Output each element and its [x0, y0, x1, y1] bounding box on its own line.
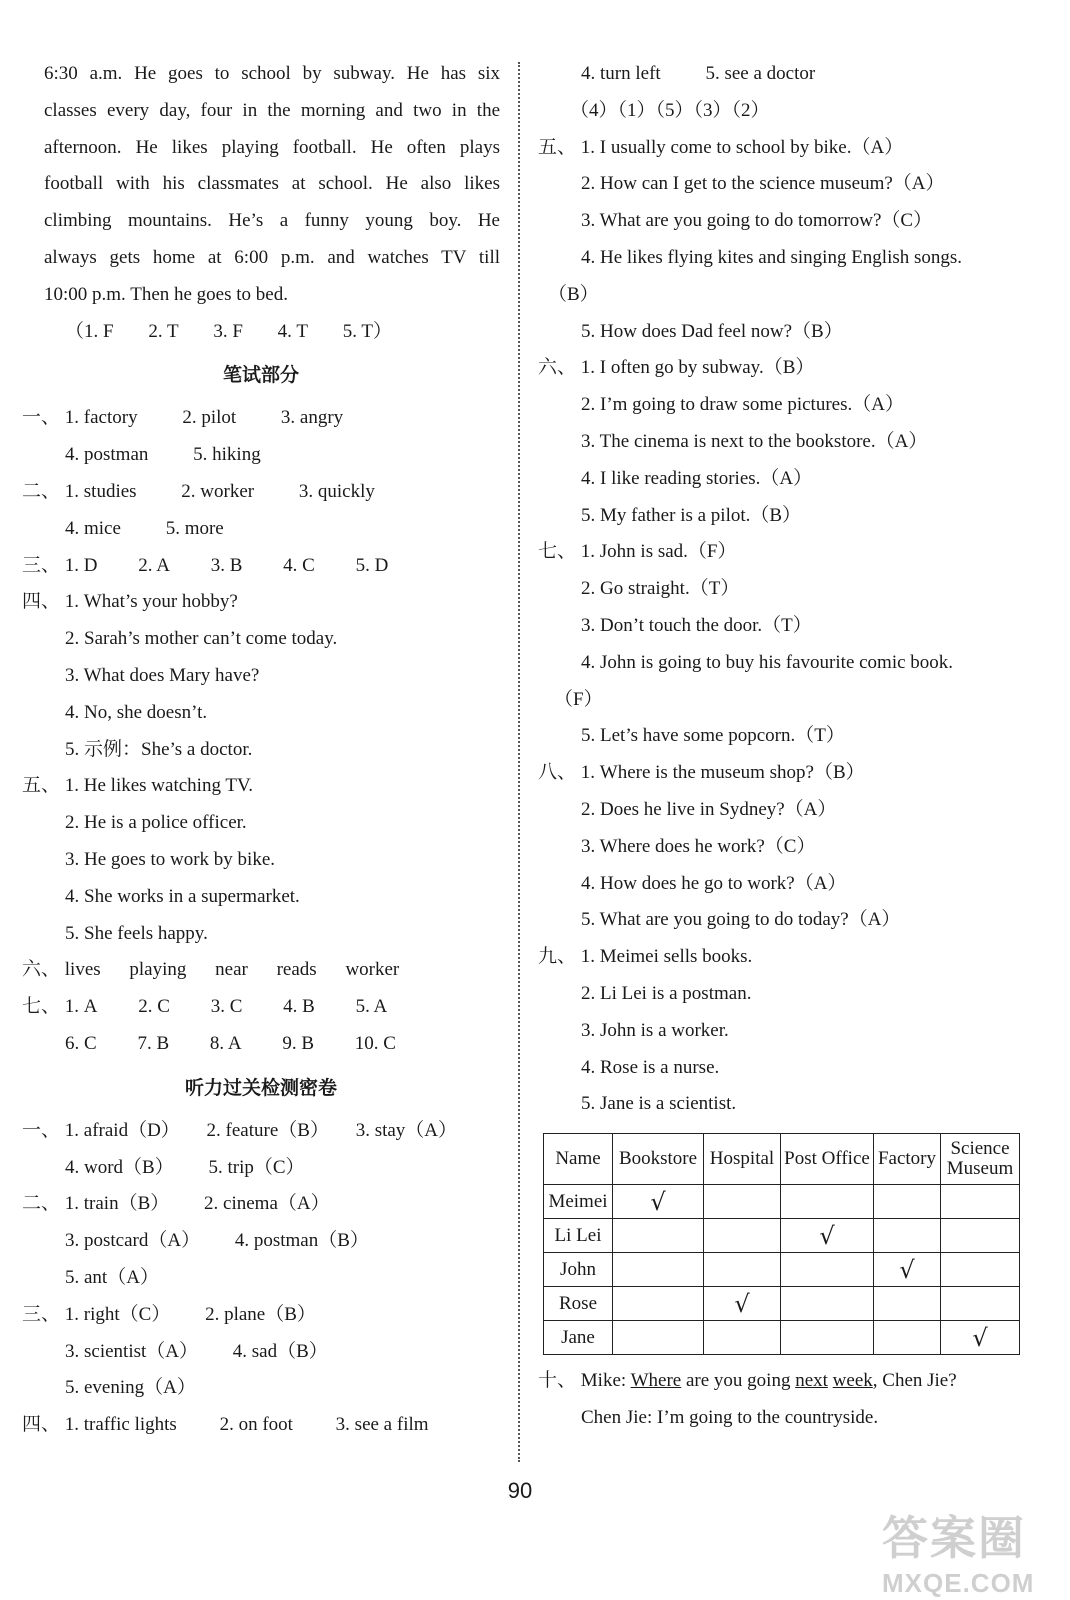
listening-3 — [22, 1297, 500, 1334]
answer-item: 1. studies — [64, 480, 137, 502]
answer-item: （B） — [548, 283, 599, 305]
left-column — [22, 56, 500, 1444]
answer-item: 3. C — [210, 996, 243, 1018]
table-cell — [704, 1253, 781, 1287]
answer-item: 5. She feels happy. — [65, 922, 208, 944]
passage-line: climbing mountains. He’s a funny young boy. He — [44, 210, 500, 232]
answer-item: （4）（1）（5）（3）（2） — [570, 99, 770, 121]
answer-item: 3. angry — [280, 407, 344, 429]
answer-item: 6. C — [65, 1032, 97, 1054]
answer-item: 5. A — [355, 996, 388, 1018]
passage-line: classes every day, four in the morning and two in the — [44, 99, 500, 121]
table-cell — [874, 1185, 941, 1219]
listening-9 — [538, 939, 1028, 976]
section-number: 十、 — [538, 1370, 577, 1392]
table-cell-name: Jane — [544, 1321, 613, 1355]
answer-item: 4. word（B） — [65, 1156, 174, 1178]
header-name: Name — [544, 1134, 613, 1185]
header-post-office: Post Office — [781, 1134, 874, 1185]
answer-item: 2. pilot — [182, 407, 237, 429]
answer-item: 4. Rose is a nurse. — [581, 1056, 720, 1078]
answer-item: 10. C — [354, 1032, 396, 1054]
section-number: 一、 — [22, 1119, 61, 1141]
answer-item: 1. traffic lights — [64, 1414, 177, 1436]
watermark-text: 答案圈 — [882, 1512, 1026, 1564]
answer-item: near — [215, 959, 248, 981]
answer-item: 2. How can I get to the science museum?（A） — [581, 173, 945, 195]
answer-item: 4. postman — [65, 444, 149, 466]
table-cell — [613, 1253, 704, 1287]
listening-2 — [22, 1186, 500, 1223]
table-cell — [781, 1253, 874, 1287]
watermark-logo — [882, 1502, 1052, 1598]
header-science-museum — [941, 1134, 1020, 1185]
answer-item: 3. What does Mary have? — [65, 664, 260, 686]
column-divider — [518, 62, 520, 1462]
answer-item: 4. turn left — [581, 63, 661, 84]
header-science-museum-line1: Science — [950, 1138, 1010, 1160]
table-cell-name: Li Lei — [544, 1219, 613, 1253]
table-cell-name: Meimei — [544, 1185, 613, 1219]
table-cell — [613, 1321, 704, 1355]
table-cell — [704, 1321, 781, 1355]
answer-item: 2. feature（B） — [206, 1119, 329, 1141]
answer-item: 5. evening（A） — [65, 1377, 196, 1399]
section-number: 一、 — [22, 407, 61, 429]
answer-item: 5. How does Dad feel now?（B） — [581, 320, 843, 342]
answer-item: 5. ant（A） — [65, 1266, 159, 1288]
answer-item: 3. What are you going to do tomorrow?（C） — [581, 210, 933, 232]
table-cell — [704, 1219, 781, 1253]
table-cell — [613, 1219, 704, 1253]
answer-item: 4. How does he go to work?（A） — [581, 872, 847, 894]
answer-item: 2. Sarah’s mother can’t come today. — [65, 628, 338, 650]
answer-item: 4. T — [277, 320, 308, 342]
answer-item: 2. T — [148, 320, 179, 342]
section-number: 四、 — [22, 591, 61, 613]
table-header-row — [544, 1134, 1020, 1185]
table-cell — [941, 1253, 1020, 1287]
underlined-word: next — [795, 1370, 828, 1392]
section-number: 七、 — [22, 996, 61, 1018]
answer-item: 4. I like reading stories.（A） — [581, 467, 813, 489]
passage-line: afternoon. He likes playing football. He often plays — [44, 136, 500, 158]
table-row — [544, 1219, 1020, 1253]
answer-item: 2. plane（B） — [205, 1303, 316, 1325]
table-cell — [704, 1185, 781, 1219]
answer-item: 5. 示例：She’s a doctor. — [65, 738, 253, 760]
check-mark-icon: √ — [874, 1253, 941, 1287]
answer-item: 1. I often go by subway.（B） — [580, 357, 815, 379]
section-2 — [22, 474, 500, 511]
answer-item: 2. Li Lei is a postman. — [581, 982, 752, 1004]
section-number: 六、 — [22, 959, 61, 981]
table-cell — [874, 1321, 941, 1355]
section-7 — [22, 989, 500, 1026]
listening-10 — [538, 1363, 1028, 1400]
table-cell-name: Rose — [544, 1287, 613, 1321]
section-5 — [22, 768, 500, 805]
answer-item: 3. The cinema is next to the bookstore.（A） — [581, 430, 928, 452]
answer-item: lives — [64, 959, 101, 981]
answer-item: 2. Does he live in Sydney?（A） — [581, 798, 837, 820]
answer-item: 5. hiking — [193, 444, 261, 466]
answer-item: playing — [129, 959, 187, 981]
section-2-row2 — [22, 511, 500, 548]
answer-item: 2. cinema（A） — [204, 1193, 330, 1215]
table-row — [544, 1185, 1020, 1219]
table-row — [544, 1287, 1020, 1321]
answer-item: 7. B — [137, 1032, 170, 1054]
table-cell — [613, 1287, 704, 1321]
passage-answers — [22, 314, 500, 351]
section-number: 二、 — [22, 1193, 61, 1215]
answer-item: 5. My father is a pilot.（B） — [581, 504, 802, 526]
answer-item: （F） — [554, 688, 603, 710]
answer-item: 3. scientist（A） — [65, 1340, 198, 1362]
section-number: 五、 — [22, 775, 61, 797]
answer-item: 1. Where is the museum shop?（B） — [580, 762, 865, 784]
answer-item: 1. factory — [64, 407, 138, 429]
answer-item: 1. right（C） — [64, 1303, 171, 1325]
answer-item: 1. What’s your hobby? — [64, 591, 238, 613]
answer-item: 4. sad（B） — [232, 1340, 328, 1362]
table-cell — [941, 1287, 1020, 1321]
answer-item: 3. Don’t touch the door.（T） — [581, 614, 812, 636]
answer-item: 5. T） — [342, 320, 392, 342]
answer-item: 3. see a film — [335, 1414, 429, 1436]
check-mark-icon: √ — [613, 1185, 704, 1219]
listening-5 — [538, 130, 1028, 167]
answer-item: 1. train（B） — [64, 1193, 170, 1215]
underlined-word: Where — [630, 1370, 682, 1392]
answer-item: 5. What are you going to do today?（A） — [581, 909, 901, 931]
listening-3-row2 — [22, 1334, 500, 1371]
dialogue-reply — [538, 1400, 1028, 1437]
answer-item: （1. F — [65, 320, 114, 342]
header-factory: Factory — [874, 1134, 941, 1185]
answer-item: 5. Let’s have some popcorn.（T） — [581, 725, 845, 747]
listening-1-row2 — [22, 1150, 500, 1187]
answer-item: 4. C — [283, 554, 315, 576]
table-cell-name: John — [544, 1253, 613, 1287]
section-7-row2 — [22, 1026, 500, 1063]
answer-item: 9. B — [282, 1032, 314, 1054]
listening-1 — [22, 1113, 500, 1150]
section-number: 五、 — [538, 136, 577, 158]
section-number: 七、 — [538, 541, 577, 563]
answer-item: 5. trip（C） — [208, 1156, 305, 1178]
check-mark-icon: √ — [704, 1287, 781, 1321]
section-1 — [22, 400, 500, 437]
listening-6 — [538, 350, 1028, 387]
table-cell — [781, 1287, 874, 1321]
section-number: 六、 — [538, 357, 577, 379]
answer-item: 3. He goes to work by bike. — [65, 848, 276, 870]
answer-item: 3. Where does he work?（C） — [581, 835, 816, 857]
answer-item: 1. He likes watching TV. — [64, 775, 253, 797]
answer-item: 8. A — [209, 1032, 242, 1054]
answer-item: 2. A — [138, 554, 170, 576]
listening-7 — [538, 534, 1028, 571]
passage-line: 10:00 p.m. Then he goes to bed. — [44, 283, 288, 305]
answer-item: 2. Go straight.（T） — [581, 578, 740, 600]
listening-8 — [538, 755, 1028, 792]
answer-item: 1. I usually come to school by bike.（A） — [580, 136, 904, 158]
answer-item: 3. John is a worker. — [581, 1019, 729, 1041]
dialogue-text: are you going — [681, 1370, 796, 1392]
section-number: 三、 — [22, 554, 61, 576]
check-mark-icon: √ — [781, 1219, 874, 1253]
answer-item: 1. John is sad.（F） — [580, 541, 737, 563]
listening-4 — [22, 1407, 500, 1444]
watermark-url: MXQE.COM — [882, 1568, 1035, 1598]
written-section-title: 笔试部分 — [222, 364, 299, 387]
workplace-table — [543, 1133, 1020, 1355]
section-3 — [22, 548, 500, 585]
listening-section-title: 听力过关检测密卷 — [184, 1076, 337, 1099]
answer-item: 4. postman（B） — [234, 1230, 369, 1252]
answer-item: 3. postcard（A） — [65, 1230, 201, 1252]
answer-item: 2. He is a police officer. — [65, 812, 247, 834]
answer-item: 2. on foot — [219, 1414, 293, 1436]
answer-item: worker — [345, 959, 400, 981]
header-bookstore: Bookstore — [613, 1134, 704, 1185]
speaker-label: Mike: — [580, 1370, 627, 1392]
dialogue-text: , Chen Jie? — [872, 1370, 957, 1392]
answer-item: 3. B — [210, 554, 243, 576]
answer-item: 4. John is going to buy his favourite comic book. — [581, 651, 954, 673]
answer-item: 4. B — [283, 996, 315, 1018]
section-number: 三、 — [22, 1303, 61, 1325]
page-number: 90 — [507, 1478, 533, 1503]
answer-item: 3. quickly — [298, 480, 375, 502]
answer-item: 5. see a doctor — [705, 63, 816, 84]
underlined-word: week — [832, 1370, 873, 1392]
section-number: 九、 — [538, 946, 577, 968]
passage-line: always gets home at 6:00 p.m. and watches TV till — [44, 246, 500, 268]
speaker-label: Chen Jie: — [581, 1406, 653, 1428]
answer-item: 4. No, she doesn’t. — [65, 701, 208, 723]
section-number: 二、 — [22, 480, 61, 502]
section-1-row2 — [22, 437, 500, 474]
answer-item: 3. stay（A） — [355, 1119, 458, 1141]
table-cell — [781, 1185, 874, 1219]
answer-item: 4. He likes flying kites and singing English songs. — [581, 246, 963, 268]
answer-item: 2. worker — [181, 480, 255, 502]
right-column — [538, 56, 1028, 1437]
header-science-museum-line2: Museum — [946, 1158, 1014, 1180]
answer-item: 1. A — [64, 996, 98, 1018]
listening-2-row2 — [22, 1223, 500, 1260]
table-row — [544, 1253, 1020, 1287]
dialogue-text: I’m going to the countryside. — [657, 1406, 879, 1428]
answer-item: 1. D — [64, 554, 98, 576]
answer-item: 1. afraid（D） — [64, 1119, 180, 1141]
section-number: 八、 — [538, 762, 577, 784]
header-hospital: Hospital — [704, 1134, 781, 1185]
answer-item: 1. Meimei sells books. — [580, 946, 753, 968]
answer-item: 5. more — [165, 517, 224, 539]
passage-line: 6:30 a.m. He goes to school by subway. He has six — [44, 63, 500, 84]
table-row — [544, 1321, 1020, 1355]
section-number: 四、 — [22, 1414, 61, 1436]
answer-item: 5. D — [355, 554, 389, 576]
table-cell — [874, 1287, 941, 1321]
table-cell — [874, 1219, 941, 1253]
answer-item: 5. Jane is a scientist. — [581, 1093, 737, 1115]
answer-item: 4. She works in a supermarket. — [65, 885, 300, 907]
listening-4-cont — [538, 56, 1028, 93]
passage-line: football with his classmates at school. He also likes — [44, 173, 500, 195]
answer-item: 2. C — [138, 996, 170, 1018]
answer-item: 2. I’m going to draw some pictures.（A） — [581, 394, 904, 416]
answer-item: 4. mice — [65, 517, 121, 539]
table-cell — [941, 1185, 1020, 1219]
check-mark-icon: √ — [941, 1321, 1020, 1355]
table-cell — [781, 1321, 874, 1355]
answer-item: 3. F — [213, 320, 243, 342]
section-4 — [22, 584, 500, 621]
answer-item: reads — [276, 959, 317, 981]
table-cell — [941, 1219, 1020, 1253]
section-6 — [22, 952, 500, 989]
